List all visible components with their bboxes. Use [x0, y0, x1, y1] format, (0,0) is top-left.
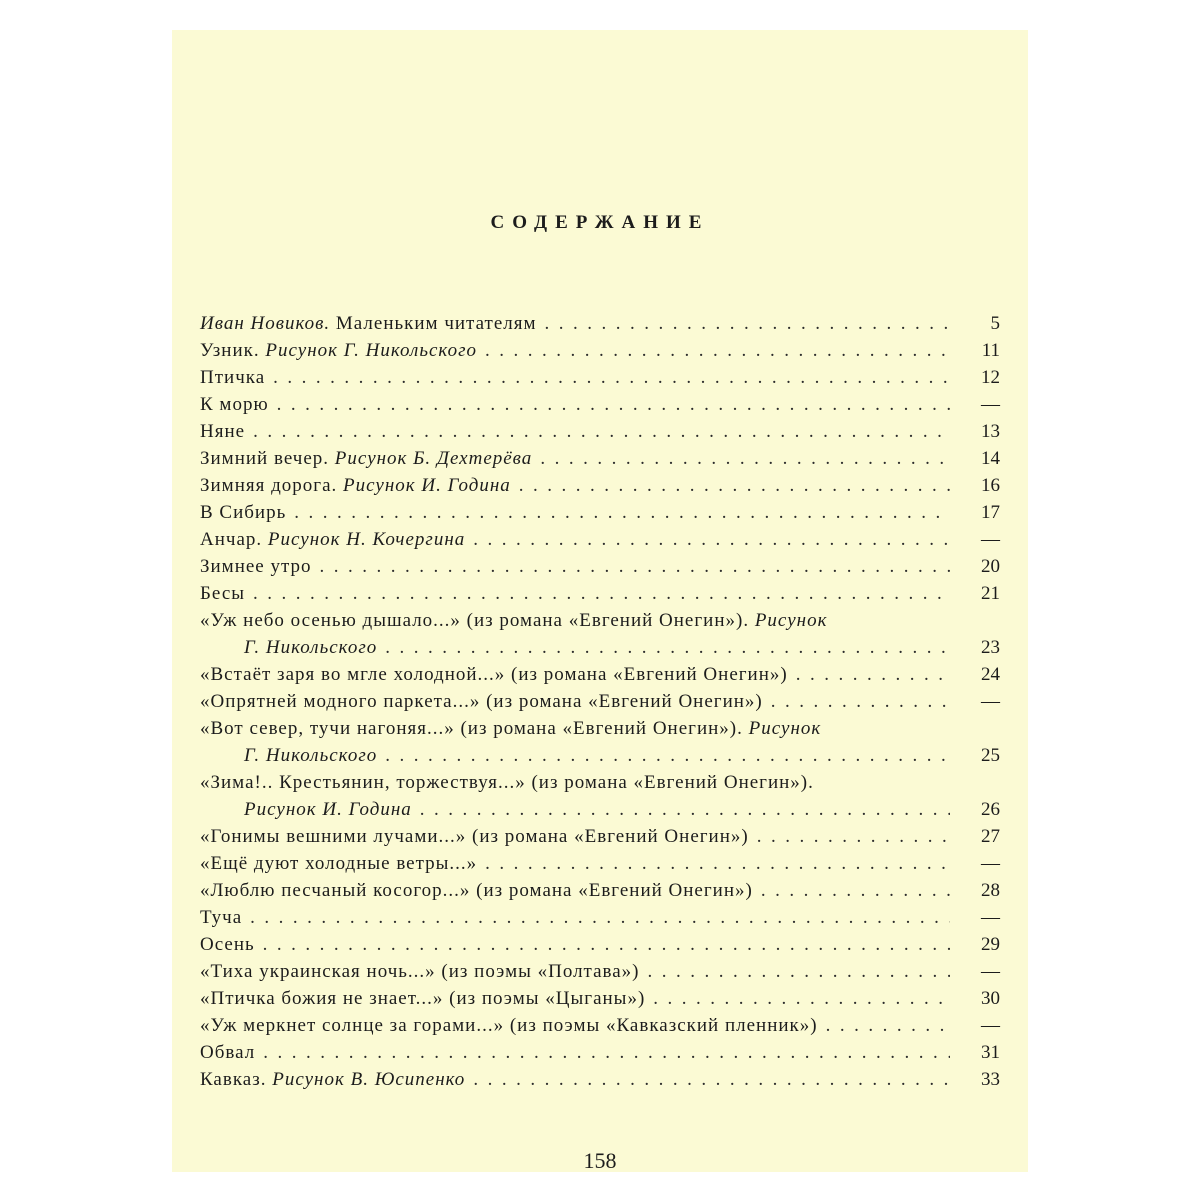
toc-entry-title — [200, 905, 242, 931]
toc-title-part: «Уж небо осенью дышало...» (из романа «Евгений Онегин»). — [200, 610, 755, 631]
toc-page-number: 30 — [981, 988, 1000, 1009]
toc-page-number: — — [981, 394, 1000, 415]
toc-entry — [200, 554, 1000, 581]
toc-entry-title — [200, 662, 788, 688]
toc-page-number: — — [981, 853, 1000, 874]
toc-entry — [200, 473, 1000, 500]
toc-title-part: Рисунок И. Година — [244, 799, 412, 820]
toc-entry — [200, 851, 1000, 878]
toc-entry — [200, 905, 1000, 932]
toc-entry — [200, 770, 1000, 824]
toc-page-number: — — [981, 529, 1000, 550]
toc-title-part: Узник. — [200, 340, 266, 361]
toc-title-part: Рисунок И. Година — [343, 475, 511, 496]
toc-entry-title — [200, 824, 749, 850]
toc-page-number: — — [981, 907, 1000, 928]
toc-entry-title — [200, 770, 814, 796]
toc-page-number: 23 — [981, 637, 1000, 658]
toc-entry-title — [200, 554, 312, 580]
toc-title-part: Осень — [200, 934, 255, 955]
toc-title-part: Г. Никольского — [244, 637, 378, 658]
toc-entry-title — [200, 527, 465, 553]
dot-leader — [796, 662, 950, 688]
book-page — [172, 30, 1028, 1172]
toc-entry-title — [200, 608, 827, 634]
toc-page-number: 14 — [981, 448, 1000, 469]
toc-page-number: 24 — [981, 664, 1000, 685]
dot-leader — [826, 1013, 950, 1039]
toc-title-part: Няне — [200, 421, 246, 442]
toc-entry — [200, 392, 1000, 419]
page-number: 158 — [583, 1148, 617, 1173]
toc-entry — [200, 824, 1000, 851]
dot-leader — [263, 932, 950, 958]
toc-entry-title — [200, 1067, 465, 1093]
toc-title-part: «Гонимы вешними лучами...» (из романа «Евгений Онегин») — [200, 826, 749, 847]
dot-leader — [277, 392, 950, 418]
dot-leader — [545, 311, 950, 337]
toc-page-number: 33 — [981, 1069, 1000, 1090]
dot-leader — [648, 959, 950, 985]
toc-page-number: 5 — [990, 313, 1000, 334]
dot-leader — [253, 581, 950, 607]
toc-entry-title — [200, 851, 477, 877]
toc-title-part: Г. Никольского — [244, 745, 378, 766]
dot-leader — [473, 527, 950, 553]
table-of-contents — [200, 311, 1000, 1094]
toc-entry-title — [200, 392, 269, 418]
toc-entry — [200, 419, 1000, 446]
toc-entry — [200, 1013, 1000, 1040]
toc-title-part: Бесы — [200, 583, 246, 604]
toc-entry-title — [200, 419, 245, 445]
toc-title-part: Зимняя дорога. — [200, 475, 343, 496]
toc-entry-title — [200, 581, 245, 607]
toc-page-number: — — [981, 1015, 1000, 1036]
toc-page-number: 21 — [981, 583, 1000, 604]
toc-entry-title — [200, 1040, 255, 1066]
toc-entry-title — [200, 716, 821, 742]
toc-entry — [200, 311, 1000, 338]
toc-title-part: «Люблю песчаный косогор...» (из романа «Евгений Онегин») — [200, 880, 753, 901]
toc-entry — [200, 608, 1000, 662]
toc-entry — [200, 959, 1000, 986]
toc-entry — [200, 986, 1000, 1013]
toc-entry — [200, 932, 1000, 959]
toc-entry — [200, 689, 1000, 716]
dot-leader — [473, 1067, 950, 1093]
toc-title-part: Анчар. — [200, 529, 268, 550]
toc-title-part: В Сибирь — [200, 502, 287, 523]
toc-title-part: Рисунок — [748, 718, 822, 739]
toc-page-number: 28 — [981, 880, 1000, 901]
dot-leader — [540, 446, 950, 472]
dot-leader — [757, 824, 950, 850]
toc-title-part: Рисунок — [754, 610, 828, 631]
toc-title-part: «Опрятней модного паркета...» (из романа «Евгений Онегин») — [200, 691, 763, 712]
toc-entry-title — [200, 986, 645, 1012]
toc-title-part: «Уж меркнет солнце за горами...» (из поэмы «Кавказский пленник») — [200, 1015, 818, 1036]
toc-entry — [200, 365, 1000, 392]
toc-entry — [200, 338, 1000, 365]
toc-page-number: 13 — [981, 421, 1000, 442]
toc-page-number: 16 — [981, 475, 1000, 496]
toc-entry-title — [200, 932, 255, 958]
dot-leader — [485, 851, 950, 877]
toc-entry-continuation — [200, 635, 377, 661]
toc-title-part: «Ещё дуют холодные ветры...» — [200, 853, 478, 874]
toc-title-part: «Тиха украинская ночь...» (из поэмы «Полтава») — [200, 961, 640, 982]
toc-page-number: 25 — [981, 745, 1000, 766]
toc-page-number: 20 — [981, 556, 1000, 577]
toc-entry-title — [200, 1013, 818, 1039]
toc-title-part: Рисунок Г. Никольского — [265, 340, 477, 361]
toc-entry — [200, 878, 1000, 905]
toc-entry — [200, 527, 1000, 554]
toc-title-part: Рисунок Н. Кочергина — [267, 529, 466, 550]
toc-title-part: Маленьким читателям — [330, 313, 537, 334]
toc-title-part: Туча — [200, 907, 243, 928]
toc-title-part: Иван Новиков. — [200, 313, 331, 334]
toc-title-part: Зимний вечер. — [200, 448, 335, 469]
toc-entry — [200, 446, 1000, 473]
dot-leader — [519, 473, 950, 499]
toc-page-number: 26 — [981, 799, 1000, 820]
page-title: СОДЕРЖАНИЕ — [490, 212, 710, 233]
toc-entry — [200, 662, 1000, 689]
toc-page-number: 12 — [981, 367, 1000, 388]
dot-leader — [253, 419, 950, 445]
toc-title-part: Рисунок Б. Дехтерёва — [334, 448, 533, 469]
dot-leader — [420, 797, 950, 823]
dot-leader — [320, 554, 950, 580]
toc-page-number: — — [981, 961, 1000, 982]
toc-entry-title — [200, 689, 763, 715]
toc-title-part: Кавказ. — [200, 1069, 273, 1090]
toc-title-part: Птичка — [200, 367, 266, 388]
toc-title-part: «Вот север, тучи нагоняя...» (из романа «Евгений Онегин»). — [200, 718, 749, 739]
toc-entry-continuation — [200, 797, 412, 823]
toc-entry — [200, 716, 1000, 770]
toc-entry-title — [200, 365, 265, 391]
toc-entry — [200, 500, 1000, 527]
toc-page-number: 29 — [981, 934, 1000, 955]
toc-entry-title — [200, 959, 640, 985]
toc-title-part: Зимнее утро — [200, 556, 312, 577]
toc-entry — [200, 581, 1000, 608]
toc-title-part: Обвал — [200, 1042, 256, 1063]
toc-page-number: 17 — [981, 502, 1000, 523]
dot-leader — [263, 1040, 950, 1066]
dot-leader — [485, 338, 950, 364]
dot-leader — [273, 365, 950, 391]
toc-entry-title — [200, 446, 532, 472]
toc-entry-title — [200, 878, 753, 904]
toc-page-number: 11 — [981, 340, 1000, 361]
toc-title-part: Рисунок В. Юсипенко — [272, 1069, 466, 1090]
dot-leader — [771, 689, 950, 715]
toc-title-part: К морю — [200, 394, 269, 415]
dot-leader — [653, 986, 950, 1012]
dot-leader — [761, 878, 950, 904]
toc-title-part: «Зима!.. Крестьянин, торжествуя...» (из романа «Евгений Онегин»). — [200, 772, 814, 793]
toc-title-part: «Встаёт заря во мгле холодной...» (из романа «Евгений Онегин») — [200, 664, 788, 685]
toc-page-number: — — [981, 691, 1000, 712]
toc-entry — [200, 1067, 1000, 1094]
toc-title-part: «Птичка божия не знает...» (из поэмы «Цыганы») — [200, 988, 646, 1009]
toc-page-number: 31 — [981, 1042, 1000, 1063]
dot-leader — [250, 905, 950, 931]
dot-leader — [294, 500, 950, 526]
toc-page-number: 27 — [981, 826, 1000, 847]
toc-entry-continuation — [200, 743, 377, 769]
toc-entry-title — [200, 338, 477, 364]
dot-leader — [385, 635, 950, 661]
toc-entry — [200, 1040, 1000, 1067]
toc-entry-title — [200, 500, 286, 526]
toc-entry-title — [200, 473, 511, 499]
dot-leader — [385, 743, 950, 769]
toc-entry-title — [200, 311, 537, 337]
